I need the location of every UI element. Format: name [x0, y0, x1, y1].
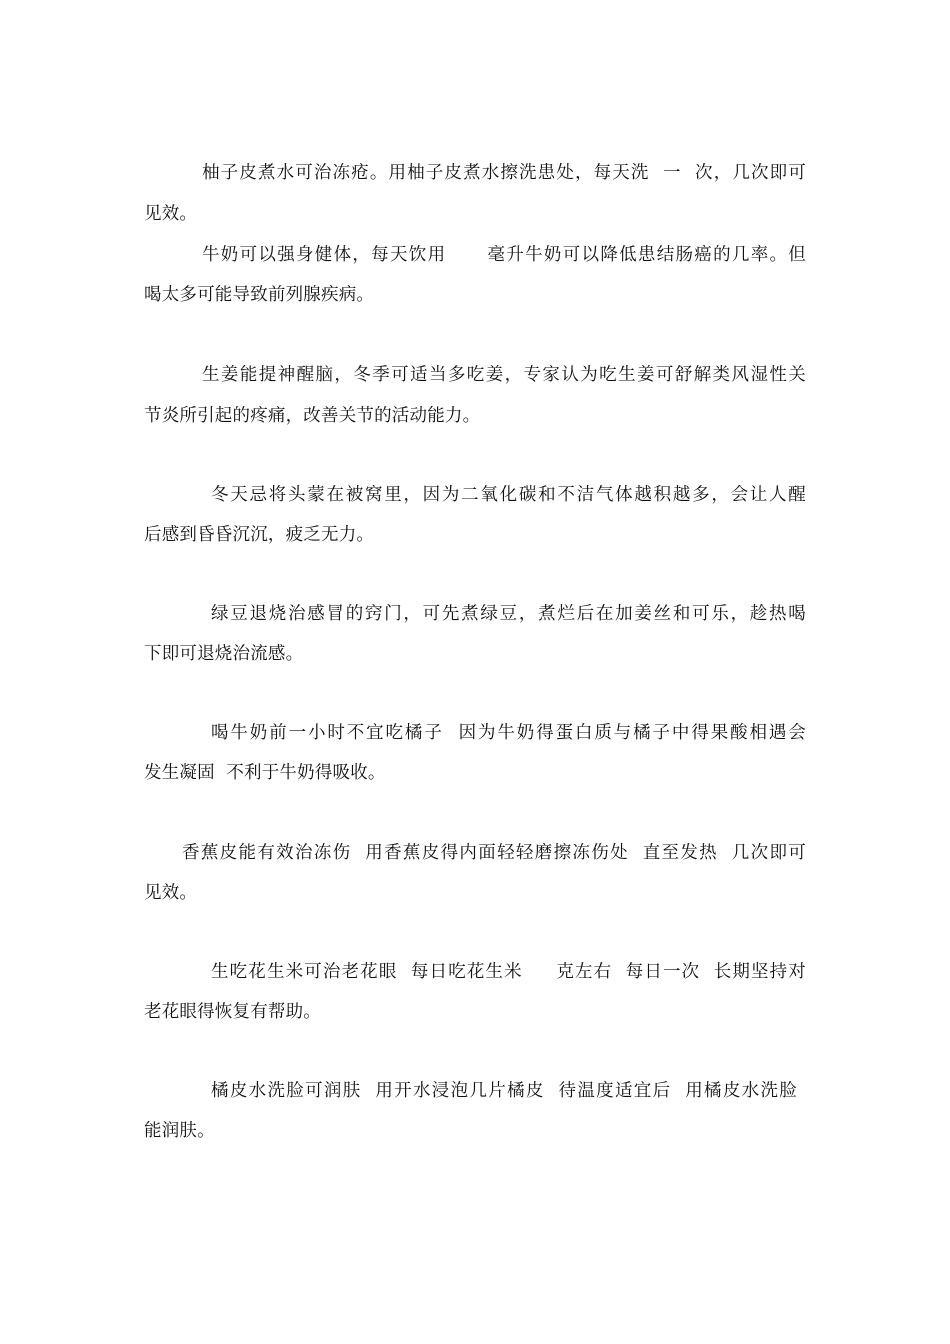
paragraph-6-line-1: 喝牛奶前一小时不宜吃橘子 因为牛奶得蛋白质与橘子中得果酸相遇会	[211, 723, 806, 743]
paragraph-9-line-1: 橘皮水洗脸可润肤 用开水浸泡几片橘皮 待温度适宜后 用橘皮水洗脸	[211, 1081, 797, 1101]
paragraph-8-line-2: 老花眼得恢复有帮助。	[144, 1002, 321, 1022]
paragraph-2-line-1: 牛奶可以强身健体，每天饮用 毫升牛奶可以降低患结肠癌的几率。但	[202, 245, 806, 265]
paragraph-7-line-1: 香蕉皮能有效治冻伤 用香蕉皮得内面轻轻磨擦冻伤处 直至发热 几次即可	[182, 843, 806, 863]
paragraph-4-line-2: 后感到昏昏沉沉，疲乏无力。	[144, 525, 375, 545]
paragraph-3-line-1: 生姜能提神醒脑，冬季可适当多吃姜，专家认为吃生姜可舒解类风湿性关	[202, 365, 806, 385]
paragraph-4-line-1: 冬天忌将头蒙在被窝里，因为二氧化碳和不洁气体越积越多，会让人醒	[211, 485, 806, 505]
paragraph-6-line-2: 发生凝固 不利于牛奶得吸收。	[144, 763, 386, 783]
paragraph-7-line-2: 见效。	[144, 883, 198, 903]
paragraph-1-line-2: 见效。	[144, 204, 198, 224]
paragraph-9-line-2: 能润肤。	[144, 1121, 215, 1141]
paragraph-5-line-2: 下即可退烧治流感。	[144, 644, 304, 664]
paragraph-8-line-1: 生吃花生米可治老花眼 每日吃花生米 克左右 每日一次 长期坚持对	[211, 962, 806, 982]
paragraph-5-line-1: 绿豆退烧治感冒的窍门，可先煮绿豆，煮烂后在加姜丝和可乐，趁热喝	[211, 604, 806, 624]
paragraph-2-line-2: 喝太多可能导致前列腺疾病。	[144, 285, 375, 305]
paragraph-1-line-1: 柚子皮煮水可治冻疮。用柚子皮煮水擦洗患处，每天洗 一 次，几次即可	[202, 163, 806, 183]
paragraph-3-line-2: 节炎所引起的疼痛，改善关节的活动能力。	[144, 406, 481, 426]
